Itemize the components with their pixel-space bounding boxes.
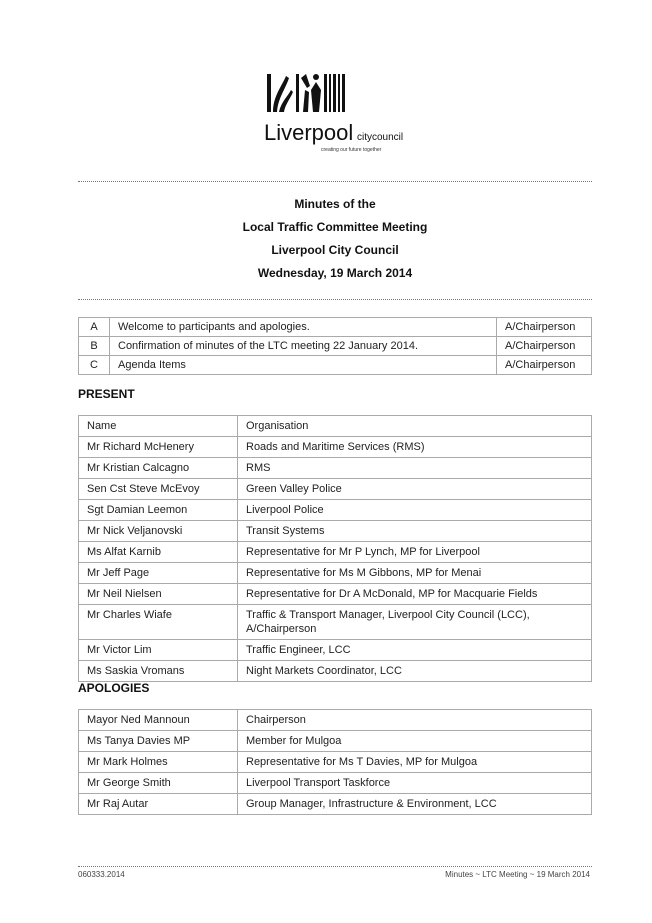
apology-organisation: Representative for Ms T Davies, MP for Mulgoa [238,752,592,773]
attendee-organisation: Night Markets Coordinator, LCC [238,661,592,682]
svg-text:citycouncil: citycouncil [357,132,404,143]
agenda-responsible: A/Chairperson [497,318,592,337]
attendee-organisation: Liverpool Police [238,500,592,521]
divider [78,181,592,182]
attendee-name: Mr Nick Veljanovski [79,521,238,542]
agenda-item: Agenda Items [110,356,497,375]
table-row [79,479,592,500]
attendee-name: Ms Alfat Karnib [79,542,238,563]
apology-organisation: Member for Mulgoa [238,731,592,752]
attendee-organisation: Representative for Ms M Gibbons, MP for Menai [238,563,592,584]
table-row [79,337,592,356]
agenda-code: C [79,356,110,375]
apology-organisation: Group Manager, Infrastructure & Environment, LCC [238,794,592,815]
attendee-name: Sen Cst Steve McEvoy [79,479,238,500]
footer-divider [78,866,592,867]
apology-name: Mr Raj Autar [79,794,238,815]
svg-text:creating our future together: creating our future together [321,147,382,153]
table-row [79,731,592,752]
attendee-name: Sgt Damian Leemon [79,500,238,521]
table-row [79,605,592,640]
agenda-table [78,317,592,375]
apologies-table [78,709,592,815]
attendee-name: Mr Richard McHenery [79,437,238,458]
council-logo [258,68,418,158]
title-line: Liverpool City Council [271,243,399,257]
attendee-name: Mr Victor Lim [79,640,238,661]
table-row [79,542,592,563]
attendee-organisation: Representative for Mr P Lynch, MP for Liverpool [238,542,592,563]
svg-text:Liverpool: Liverpool [264,120,354,145]
title-line: Minutes of the [294,197,376,211]
title-line: Local Traffic Committee Meeting [242,220,428,234]
table-row [79,752,592,773]
column-header-organisation: Organisation [238,416,592,437]
agenda-code: B [79,337,110,356]
page-title [78,193,592,285]
attendee-organisation: Green Valley Police [238,479,592,500]
apology-organisation: Chairperson [238,710,592,731]
divider [78,299,592,300]
table-header-row [79,416,592,437]
table-row [79,500,592,521]
attendee-organisation: Traffic & Transport Manager, Liverpool City Council (LCC), A/Chairperson [238,605,592,640]
attendee-organisation: Transit Systems [238,521,592,542]
table-row [79,661,592,682]
table-row [79,521,592,542]
title-line: Wednesday, 19 March 2014 [257,266,413,280]
footer-running-title: Minutes ~ LTC Meeting ~ 19 March 2014 [445,870,590,879]
attendee-organisation: Representative for Dr A McDonald, MP for Macquarie Fields [238,584,592,605]
table-row [79,458,592,479]
apology-name: Mr George Smith [79,773,238,794]
table-row [79,710,592,731]
attendee-name: Mr Jeff Page [79,563,238,584]
attendee-name: Ms Saskia Vromans [79,661,238,682]
present-table [78,415,592,682]
table-row [79,437,592,458]
table-row [79,318,592,337]
attendee-organisation: RMS [238,458,592,479]
apology-name: Mr Mark Holmes [79,752,238,773]
present-heading: PRESENT [78,387,135,401]
agenda-item: Confirmation of minutes of the LTC meeting 22 January 2014. [110,337,497,356]
table-row [79,640,592,661]
agenda-responsible: A/Chairperson [497,356,592,375]
table-row [79,356,592,375]
table-row [79,563,592,584]
agenda-code: A [79,318,110,337]
table-row [79,794,592,815]
apology-name: Ms Tanya Davies MP [79,731,238,752]
attendee-organisation: Traffic Engineer, LCC [238,640,592,661]
apology-name: Mayor Ned Mannoun [79,710,238,731]
attendee-name: Mr Charles Wiafe [79,605,238,640]
column-header-name: Name [79,416,238,437]
agenda-responsible: A/Chairperson [497,337,592,356]
council-logo-mark [258,68,418,158]
attendee-name: Mr Neil Nielsen [79,584,238,605]
footer-doc-id: 060333.2014 [78,870,125,879]
agenda-item: Welcome to participants and apologies. [110,318,497,337]
attendee-name: Mr Kristian Calcagno [79,458,238,479]
attendee-organisation: Roads and Maritime Services (RMS) [238,437,592,458]
apology-organisation: Liverpool Transport Taskforce [238,773,592,794]
apologies-heading: APOLOGIES [78,681,150,695]
table-row [79,584,592,605]
table-row [79,773,592,794]
